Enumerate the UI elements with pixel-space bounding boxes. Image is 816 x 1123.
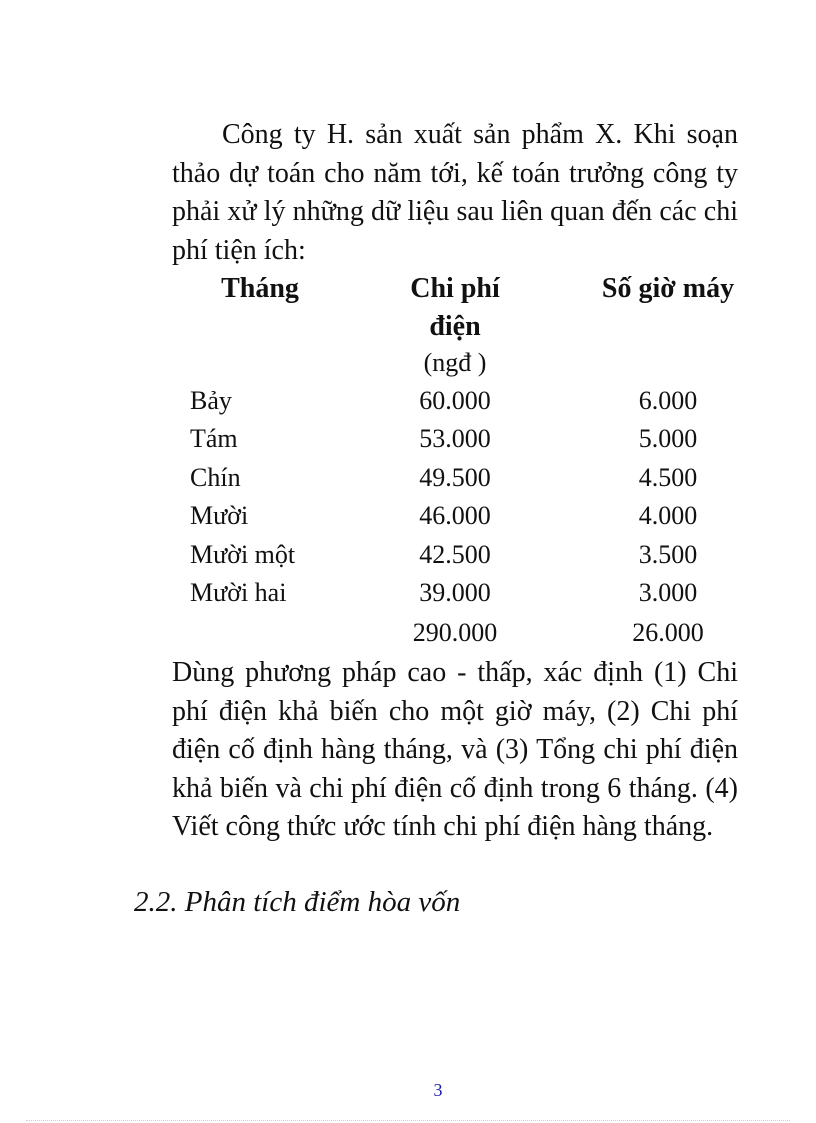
total-hours: 26.000 bbox=[632, 618, 704, 647]
table-total-row bbox=[0, 618, 816, 656]
row-cost: 49.500 bbox=[419, 463, 491, 492]
row-hours: 4.000 bbox=[638, 501, 698, 530]
header-machine-hours: Số giờ máy bbox=[601, 273, 735, 304]
table-row bbox=[0, 463, 816, 501]
section-heading: 2.2. Phân tích điểm hòa vốn bbox=[134, 886, 461, 918]
header-cost-unit: (ngđ ) bbox=[423, 348, 487, 377]
total-cost: 290.000 bbox=[412, 618, 498, 647]
row-cost: 39.000 bbox=[419, 578, 491, 607]
table-row bbox=[0, 386, 816, 424]
intro-text: Công ty H. sản xuất sản phẩm X. Khi soạn thảo dự toán cho năm tới, kế toán trưởng công ty phải xử lý những dữ liệu sau liên quan đến các chi phí tiện ích: bbox=[172, 119, 738, 266]
table-row bbox=[0, 540, 816, 578]
row-hours: 3.000 bbox=[638, 578, 698, 607]
intro-paragraph bbox=[172, 116, 738, 270]
question-paragraph: Dùng phương pháp cao - thấp, xác định (1) Chi phí điện khả biến cho một giờ máy, (2) Chi phí điện cố định hàng tháng, và (3) Tổng chi phí điện khả biến và chi phí điện cố định trong 6 tháng. (4) Viết công thức ước tính chi phí điện hàng tháng. bbox=[172, 657, 738, 842]
row-month: Tám bbox=[190, 424, 238, 453]
row-month: Mười bbox=[190, 501, 249, 530]
row-month: Bảy bbox=[190, 386, 232, 415]
row-hours: 4.500 bbox=[638, 463, 698, 492]
row-hours: 6.000 bbox=[638, 386, 698, 415]
row-cost: 60.000 bbox=[419, 386, 491, 415]
table-row bbox=[0, 501, 816, 539]
row-month: Mười hai bbox=[190, 578, 287, 607]
header-electricity-cost: Chi phí điện bbox=[410, 273, 500, 342]
row-month: Mười một bbox=[190, 540, 296, 569]
row-cost: 46.000 bbox=[419, 501, 491, 530]
footer-divider bbox=[26, 1120, 790, 1121]
row-month: Chín bbox=[190, 463, 241, 492]
header-month: Tháng bbox=[221, 273, 299, 304]
row-cost: 53.000 bbox=[419, 424, 491, 453]
row-cost: 42.500 bbox=[419, 540, 491, 569]
row-hours: 3.500 bbox=[638, 540, 698, 569]
table-row bbox=[0, 578, 816, 616]
row-hours: 5.000 bbox=[638, 424, 698, 453]
table-row bbox=[0, 424, 816, 462]
page-number: 3 bbox=[433, 1080, 443, 1100]
